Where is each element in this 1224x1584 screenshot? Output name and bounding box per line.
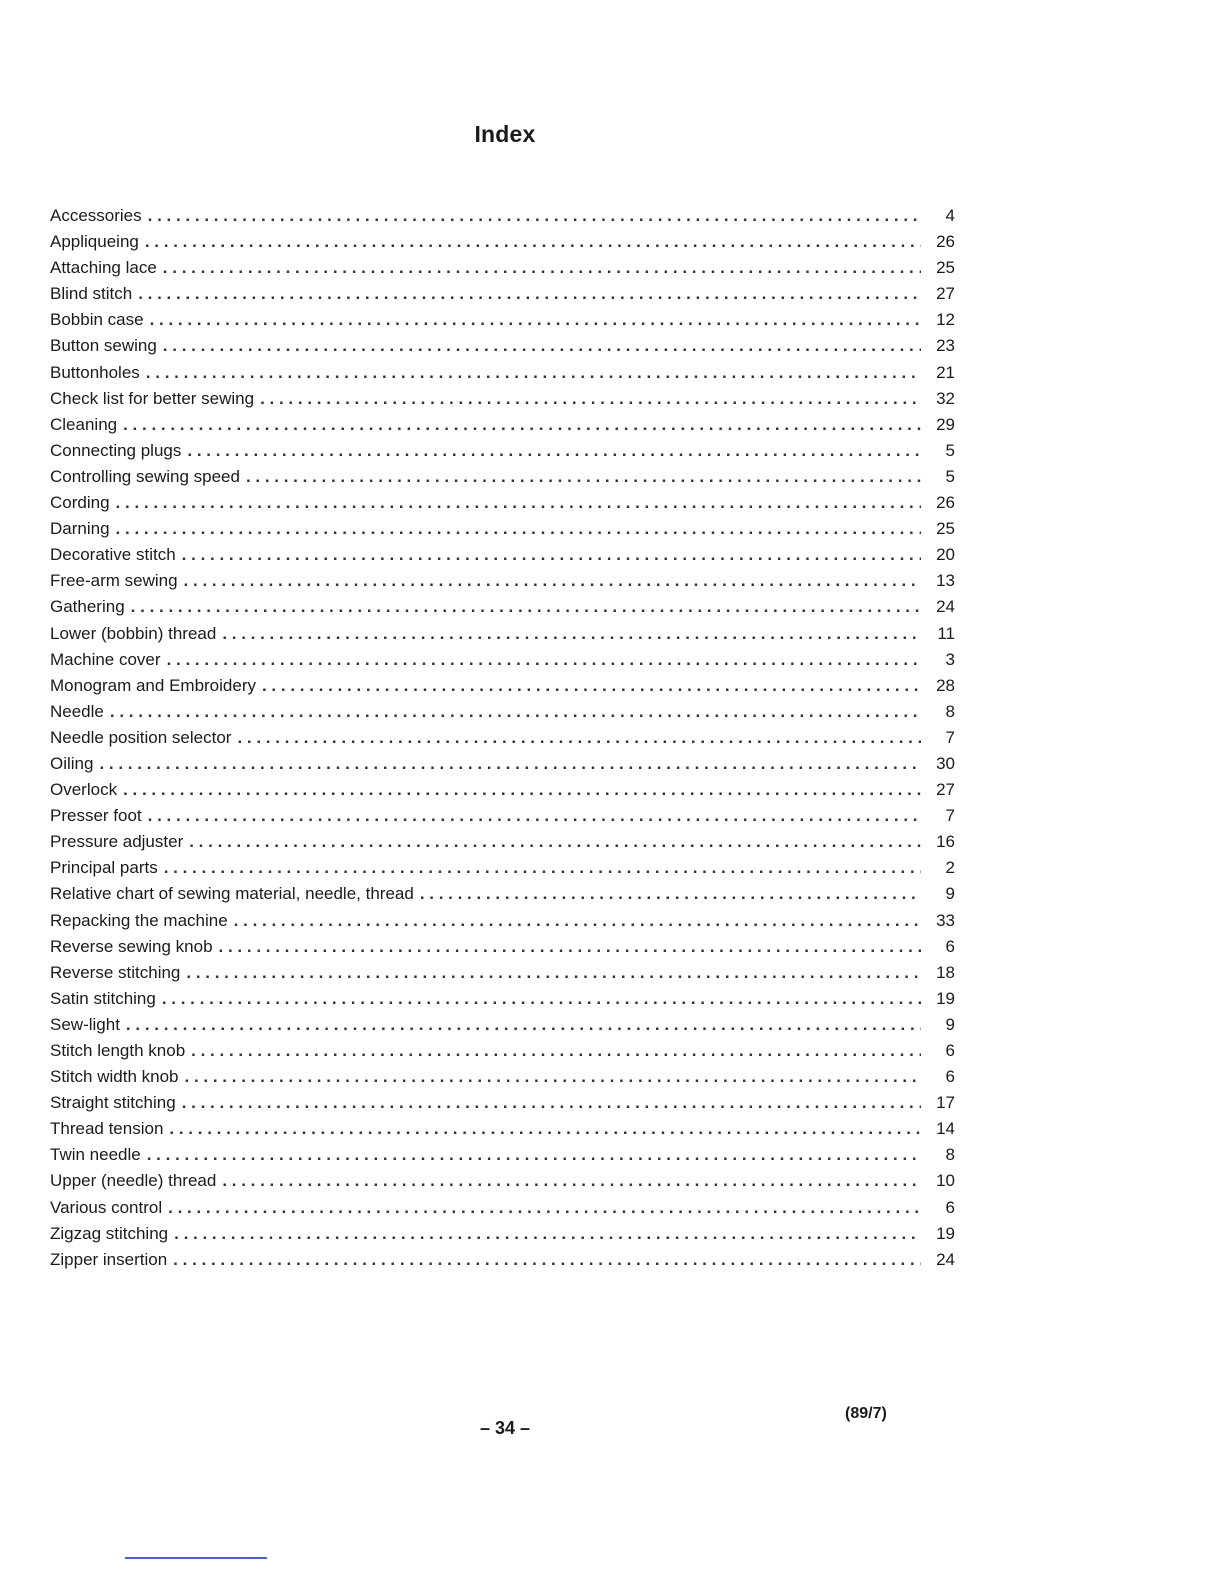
index-entry — [50, 725, 955, 751]
index-entry-label: Buttonholes — [50, 362, 140, 382]
index-entry-page: 19 — [936, 988, 955, 1008]
index-entry-page: 24 — [936, 1249, 955, 1269]
dot-leader — [237, 725, 921, 751]
dot-leader — [182, 542, 921, 568]
dot-leader — [169, 1116, 921, 1142]
index-entry-label: Check list for better sewing — [50, 388, 255, 408]
index-entry — [50, 1116, 955, 1142]
dot-leader — [420, 881, 921, 907]
index-entry-page: 6 — [945, 1197, 955, 1217]
index-entry-label: Thread tension — [50, 1119, 164, 1139]
index-entry-page: 30 — [936, 753, 955, 773]
index-entry — [50, 360, 955, 386]
index-entry — [50, 934, 955, 960]
index-entry-label: Zigzag stitching — [50, 1223, 169, 1243]
index-entry-page: 16 — [936, 832, 955, 852]
index-entry — [50, 542, 955, 568]
index-entry-page: 20 — [936, 545, 955, 565]
index-entry-label: Stitch length knob — [50, 1041, 186, 1060]
dot-leader — [131, 594, 921, 620]
index-entry-page: 25 — [936, 519, 955, 539]
index-entry-label: Various control — [50, 1197, 163, 1217]
scan-artifact-line — [125, 1557, 267, 1559]
index-entry — [50, 1195, 955, 1221]
index-entry-page: 8 — [945, 1145, 955, 1165]
index-entry-label: Repacking the machine — [50, 910, 228, 930]
dot-leader — [168, 1195, 921, 1221]
index-entry-label: Presser foot — [50, 806, 142, 826]
dot-leader — [222, 1168, 921, 1194]
index-entry-page: 27 — [936, 284, 955, 304]
index-entry-label: Bobbin case — [50, 310, 144, 330]
index-entry-label: Pressure adjuster — [50, 832, 184, 852]
index-entry-label: Button sewing — [50, 336, 157, 356]
dot-leader — [185, 1064, 921, 1090]
dot-leader — [138, 281, 921, 307]
index-entry-page: 17 — [936, 1093, 955, 1113]
index-entry-page: 18 — [936, 962, 955, 982]
index-entry — [50, 1168, 955, 1194]
index-entry-label: Principal parts — [50, 858, 158, 878]
index-entry — [50, 1064, 955, 1090]
dot-leader — [126, 1012, 921, 1038]
index-entry — [50, 1247, 955, 1273]
index-entry — [50, 699, 955, 725]
index-entry — [50, 1038, 955, 1064]
index-entry — [50, 1221, 955, 1247]
dot-leader — [116, 490, 921, 516]
index-entry-page: 9 — [945, 1014, 955, 1034]
index-entry-page: 6 — [945, 1067, 955, 1087]
dot-leader — [150, 307, 921, 333]
dot-leader — [189, 829, 921, 855]
page-title: Index — [474, 121, 536, 147]
dot-leader — [123, 412, 921, 438]
index-entry-label: Decorative stitch — [50, 545, 176, 565]
index-entry-page: 32 — [936, 388, 955, 408]
dot-leader — [146, 360, 921, 386]
index-list — [50, 203, 955, 1273]
index-entry-page: 5 — [945, 440, 955, 460]
index-entry-page: 25 — [936, 258, 955, 278]
index-entry — [50, 438, 955, 464]
index-entry-page: 26 — [936, 232, 955, 252]
dot-leader — [116, 516, 921, 542]
index-entry — [50, 1090, 955, 1116]
dot-leader — [99, 751, 921, 777]
index-entry-page: 6 — [945, 936, 955, 956]
index-entry — [50, 673, 955, 699]
index-entry-label: Blind stitch — [50, 284, 133, 304]
index-entry — [50, 751, 955, 777]
index-entry-page: 29 — [936, 414, 955, 434]
index-entry-page: 12 — [936, 310, 955, 330]
dot-leader — [234, 908, 921, 934]
dot-leader — [262, 673, 921, 699]
index-entry — [50, 412, 955, 438]
dot-leader — [147, 1142, 921, 1168]
index-entry-page: 23 — [936, 336, 955, 356]
dot-leader — [145, 229, 921, 255]
index-entry-label: Gathering — [50, 597, 125, 617]
dot-leader — [162, 986, 921, 1012]
index-entry-page: 21 — [936, 362, 955, 382]
dot-leader — [186, 960, 921, 986]
index-entry-label: Sew-light — [50, 1014, 120, 1034]
index-entry-page: 6 — [945, 1041, 955, 1060]
index-entry-label: Free-arm sewing — [50, 571, 178, 591]
index-entry — [50, 307, 955, 333]
index-entry-label: Monogram and Embroidery — [50, 675, 256, 695]
index-entry — [50, 881, 955, 907]
index-entry-label: Needle position selector — [50, 727, 232, 747]
index-entry-label: Cleaning — [50, 414, 118, 434]
index-entry-label: Stitch width knob — [50, 1067, 179, 1087]
index-entry — [50, 490, 955, 516]
index-entry-page: 7 — [945, 806, 955, 826]
index-entry-page: 26 — [936, 493, 955, 513]
dot-leader — [174, 1221, 921, 1247]
index-entry — [50, 908, 955, 934]
index-entry-label: Cording — [50, 493, 110, 513]
index-entry — [50, 333, 955, 359]
index-entry-page: 13 — [936, 571, 955, 591]
dot-leader — [260, 386, 921, 412]
dot-leader — [163, 255, 921, 281]
page-number: – 34 – — [479, 1418, 531, 1438]
index-entry — [50, 568, 955, 594]
index-entry-label: Machine cover — [50, 649, 161, 669]
dot-leader — [191, 1038, 921, 1064]
index-entry — [50, 464, 955, 490]
index-entry — [50, 516, 955, 542]
index-entry-label: Satin stitching — [50, 988, 156, 1008]
dot-leader — [110, 699, 921, 725]
index-entry-page: 2 — [945, 858, 955, 878]
index-entry-label: Appliqueing — [50, 232, 139, 252]
index-entry-page: 5 — [945, 466, 955, 486]
index-entry-page: 19 — [936, 1223, 955, 1243]
dot-leader — [219, 934, 921, 960]
index-entry-page: 8 — [945, 701, 955, 721]
index-entry-label: Twin needle — [50, 1145, 141, 1165]
dot-leader — [148, 803, 921, 829]
dot-leader — [246, 464, 921, 490]
index-entry-label: Straight stitching — [50, 1093, 176, 1113]
index-entry — [50, 803, 955, 829]
index-entry — [50, 1012, 955, 1038]
index-entry-page: 9 — [945, 884, 955, 904]
index-entry — [50, 777, 955, 803]
index-entry-label: Reverse sewing knob — [50, 936, 213, 956]
index-entry-page: 3 — [945, 649, 955, 669]
edition-code: (89/7) — [845, 1405, 887, 1422]
dot-leader — [173, 1247, 921, 1273]
index-entry-label: Connecting plugs — [50, 440, 182, 460]
dot-leader — [148, 203, 921, 229]
dot-leader — [184, 568, 921, 594]
index-entry — [50, 647, 955, 673]
index-entry — [50, 829, 955, 855]
dot-leader — [182, 1090, 921, 1116]
dot-leader — [187, 438, 921, 464]
index-entry-label: Needle — [50, 701, 104, 721]
dot-leader — [222, 621, 921, 647]
index-entry-label: Overlock — [50, 780, 118, 800]
index-entry — [50, 855, 955, 881]
index-entry-page: 27 — [936, 780, 955, 800]
index-entry-label: Lower (bobbin) thread — [50, 623, 217, 643]
index-entry-label: Reverse stitching — [50, 962, 181, 982]
index-entry-label: Accessories — [50, 206, 142, 225]
index-entry-label: Relative chart of sewing material, needle, thread — [50, 884, 414, 904]
index-entry — [50, 621, 955, 647]
index-entry — [50, 203, 955, 229]
index-entry-page: 14 — [936, 1119, 955, 1139]
dot-leader — [163, 333, 921, 359]
index-entry-label: Attaching lace — [50, 258, 157, 278]
index-entry-page: 7 — [945, 727, 955, 747]
index-entry — [50, 255, 955, 281]
dot-leader — [164, 855, 921, 881]
index-entry-page: 28 — [936, 675, 955, 695]
index-entry-label: Zipper insertion — [50, 1249, 168, 1269]
index-entry — [50, 986, 955, 1012]
index-entry-label: Upper (needle) thread — [50, 1171, 217, 1191]
dot-leader — [123, 777, 921, 803]
index-entry-label: Darning — [50, 519, 110, 539]
dot-leader — [167, 647, 921, 673]
index-entry — [50, 229, 955, 255]
index-entry-page: 4 — [945, 206, 955, 225]
index-entry — [50, 960, 955, 986]
index-entry-label: Oiling — [50, 753, 94, 773]
index-entry-page: 33 — [936, 910, 955, 930]
index-entry — [50, 594, 955, 620]
index-entry-page: 24 — [936, 597, 955, 617]
index-entry — [50, 1142, 955, 1168]
index-entry-page: 11 — [937, 623, 955, 643]
index-entry — [50, 386, 955, 412]
index-entry-label: Controlling sewing speed — [50, 466, 240, 486]
index-entry-page: 10 — [936, 1171, 955, 1191]
index-entry — [50, 281, 955, 307]
